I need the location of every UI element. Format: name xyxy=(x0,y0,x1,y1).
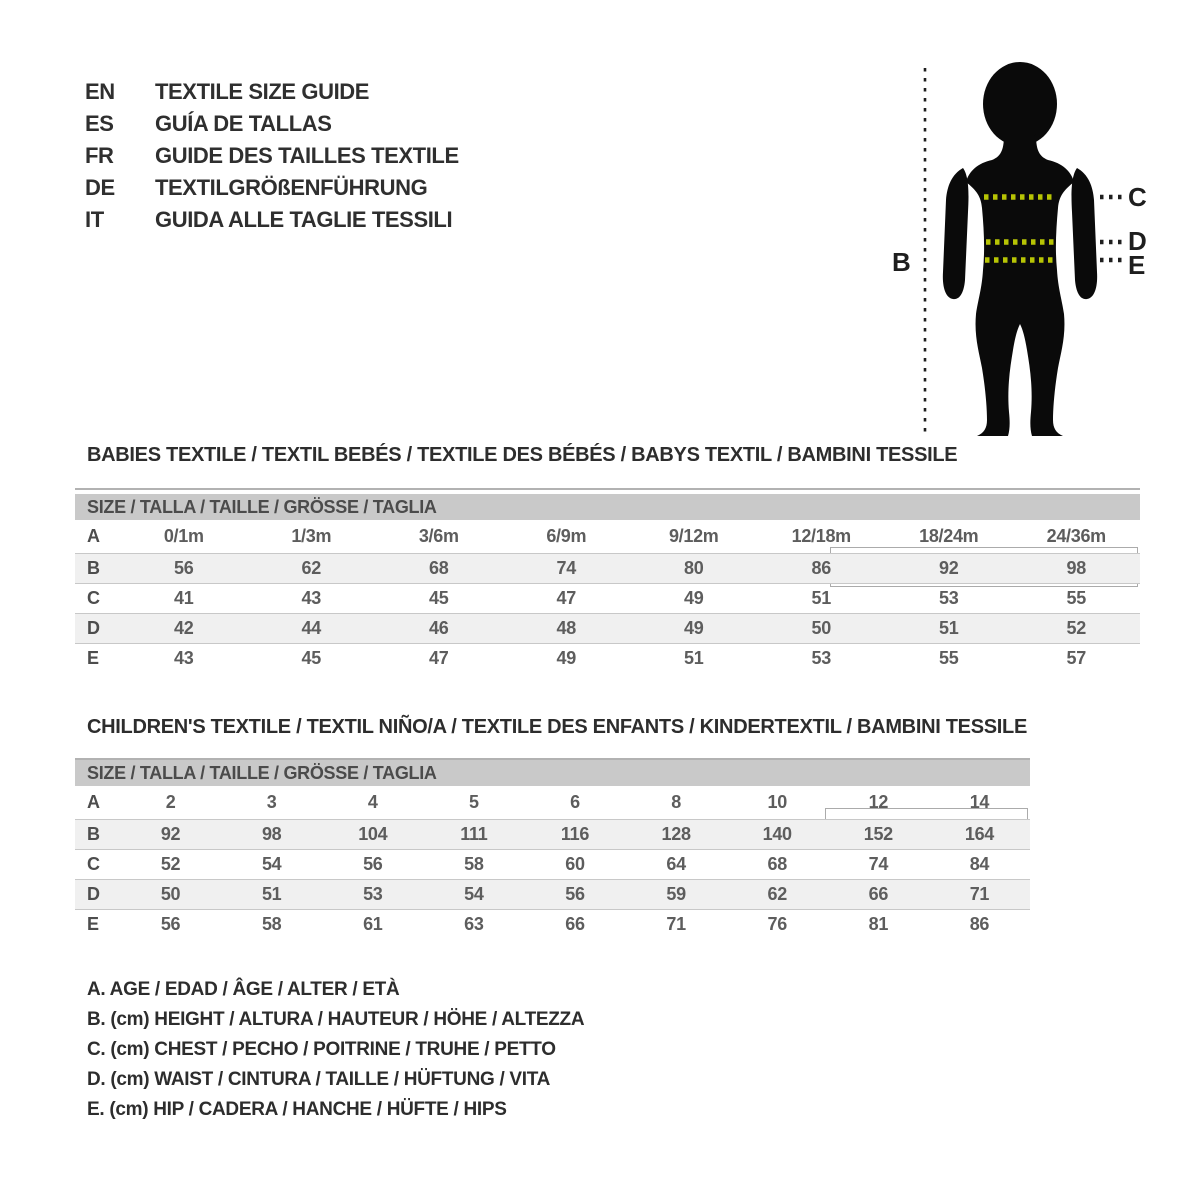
value-cell: 12 xyxy=(868,792,889,812)
value-cell: 14 xyxy=(969,792,990,812)
value-cell: 47 xyxy=(556,588,576,608)
babies-size-table xyxy=(75,488,1140,673)
table-row-D xyxy=(75,879,1030,909)
value-cell: 71 xyxy=(969,884,990,904)
measure-label-c: C xyxy=(1128,182,1147,212)
value-cell: 68 xyxy=(429,558,449,578)
value-cell: 66 xyxy=(565,914,585,934)
lang-title: TEXTILE SIZE GUIDE xyxy=(155,79,370,104)
legend-line-b: B. (cm) HEIGHT / ALTURA / HAUTEUR / HÖHE / ALTEZZA xyxy=(87,1009,585,1030)
row-label: D xyxy=(87,618,100,638)
measurement-legend xyxy=(87,975,584,1125)
value-cell: 56 xyxy=(565,884,585,904)
value-cell: 62 xyxy=(767,884,787,904)
value-cell: 66 xyxy=(868,884,889,904)
table-row-C xyxy=(75,583,1140,613)
lang-code: FR xyxy=(85,143,114,168)
value-cell: 92 xyxy=(160,824,181,844)
table-row-A xyxy=(75,786,1030,819)
value-cell: 59 xyxy=(666,884,686,904)
table-row-B xyxy=(75,819,1030,849)
value-cell: 140 xyxy=(762,824,792,844)
lang-row-en xyxy=(85,76,459,108)
value-cell: 51 xyxy=(684,648,704,668)
size-header-bar: SIZE / TALLA / TAILLE / GRÖSSE / TAGLIA xyxy=(75,494,1140,520)
row-label: A xyxy=(87,792,100,812)
row-label: C xyxy=(87,854,100,874)
table-row-D xyxy=(75,613,1140,643)
value-cell: 53 xyxy=(939,588,959,608)
value-cell: 51 xyxy=(261,884,282,904)
value-cell: 54 xyxy=(464,884,484,904)
value-cell: 0/1m xyxy=(163,526,204,546)
child-silhouette-svg xyxy=(860,50,1180,450)
lang-row-es xyxy=(85,108,459,140)
value-cell: 52 xyxy=(1066,618,1086,638)
value-cell: 4 xyxy=(367,792,378,812)
lang-title: GUIDA ALLE TAGLIE TESSILI xyxy=(155,207,453,232)
child-measurement-figure xyxy=(860,50,1180,450)
value-cell: 9/12m xyxy=(668,526,719,546)
value-cell: 128 xyxy=(661,824,691,844)
value-cell: 58 xyxy=(464,854,484,874)
row-label: B xyxy=(87,824,100,844)
row-label: E xyxy=(87,914,99,934)
table-row-C xyxy=(75,849,1030,879)
table-row-E xyxy=(75,909,1030,939)
row-label: C xyxy=(87,588,100,608)
babies-table-rows xyxy=(75,520,1140,673)
value-cell: 6/9m xyxy=(546,526,587,546)
value-cell: 61 xyxy=(363,914,383,934)
value-cell: 1/3m xyxy=(291,526,332,546)
value-cell: 56 xyxy=(174,558,194,578)
language-title-list xyxy=(85,76,459,236)
lang-title: TEXTILGRÖßENFÜHRUNG xyxy=(155,175,428,200)
value-cell: 56 xyxy=(160,914,181,934)
size-header-bar: SIZE / TALLA / TAILLE / GRÖSSE / TAGLIA xyxy=(75,758,1030,786)
children-section-title: CHILDREN'S TEXTILE / TEXTIL NIÑO/A / TEXTILE DES ENFANTS / KINDERTEXTIL / BAMBINI TESSILE xyxy=(87,716,1027,738)
value-cell: 55 xyxy=(939,648,959,668)
value-cell: 18/24m xyxy=(919,526,979,546)
value-cell: 41 xyxy=(174,588,194,608)
table-row-E xyxy=(75,643,1140,673)
child-silhouette xyxy=(943,62,1097,436)
value-cell: 71 xyxy=(666,914,686,934)
value-cell: 6 xyxy=(570,792,580,812)
lang-title: GUÍA DE TALLAS xyxy=(155,111,332,136)
value-cell: 55 xyxy=(1066,588,1086,608)
lang-code: ES xyxy=(85,111,114,136)
value-cell: 42 xyxy=(174,618,194,638)
value-cell: 49 xyxy=(684,588,704,608)
legend-line-a: A. AGE / EDAD / ÂGE / ALTER / ETÀ xyxy=(87,979,400,1000)
lang-title: GUIDE DES TAILLES TEXTILE xyxy=(155,143,459,168)
value-cell: 8 xyxy=(671,792,681,812)
value-cell: 45 xyxy=(429,588,449,608)
value-cell: 57 xyxy=(1066,648,1086,668)
legend-line-e: E. (cm) HIP / CADERA / HANCHE / HÜFTE / HIPS xyxy=(87,1099,507,1120)
legend-line-c: C. (cm) CHEST / PECHO / POITRINE / TRUHE / PETTO xyxy=(87,1039,556,1060)
value-cell: 10 xyxy=(767,792,787,812)
value-cell: 164 xyxy=(964,824,994,844)
children-size-table xyxy=(75,758,1030,939)
value-cell: 81 xyxy=(868,914,889,934)
value-cell: 68 xyxy=(767,854,787,874)
value-cell: 86 xyxy=(969,914,990,934)
value-cell: 2 xyxy=(165,792,176,812)
value-cell: 104 xyxy=(358,824,388,844)
value-cell: 56 xyxy=(363,854,383,874)
value-cell: 3 xyxy=(266,792,277,812)
value-cell: 46 xyxy=(429,618,449,638)
lang-row-it xyxy=(85,204,459,236)
value-cell: 116 xyxy=(560,824,590,844)
value-cell: 43 xyxy=(174,648,194,668)
value-cell: 50 xyxy=(160,884,181,904)
value-cell: 58 xyxy=(261,914,282,934)
value-cell: 76 xyxy=(767,914,787,934)
value-cell: 44 xyxy=(301,618,321,638)
measure-label-e: E xyxy=(1128,250,1146,280)
value-cell: 74 xyxy=(868,854,889,874)
babies-section-title: BABIES TEXTILE / TEXTIL BEBÉS / TEXTILE DES BÉBÉS / BABYS TEXTIL / BAMBINI TESSILE xyxy=(87,444,958,466)
table-top-rule xyxy=(75,488,1140,490)
value-cell: 52 xyxy=(160,854,181,874)
row-label: D xyxy=(87,884,100,904)
lang-code: EN xyxy=(85,79,115,104)
value-cell: 50 xyxy=(811,618,831,638)
measure-label-b: B xyxy=(892,247,911,277)
value-cell: 3/6m xyxy=(418,526,459,546)
value-cell: 60 xyxy=(565,854,585,874)
measure-label-d: D xyxy=(1128,226,1147,256)
value-cell: 80 xyxy=(684,558,704,578)
value-cell: 12/18m xyxy=(791,526,851,546)
table-row-A xyxy=(75,520,1140,553)
row-label: E xyxy=(87,648,99,668)
lang-row-fr xyxy=(85,140,459,172)
value-cell: 152 xyxy=(863,824,893,844)
row-label: B xyxy=(87,558,100,578)
children-table-rows xyxy=(75,786,1030,939)
value-cell: 48 xyxy=(556,618,576,638)
value-cell: 24/36m xyxy=(1046,526,1106,546)
value-cell: 98 xyxy=(1066,558,1086,578)
value-cell: 51 xyxy=(939,618,959,638)
value-cell: 54 xyxy=(261,854,282,874)
lang-code: DE xyxy=(85,175,115,200)
lang-code: IT xyxy=(85,207,104,232)
value-cell: 84 xyxy=(969,854,990,874)
legend-line-d: D. (cm) WAIST / CINTURA / TAILLE / HÜFTUNG / VITA xyxy=(87,1069,551,1090)
value-cell: 53 xyxy=(811,648,831,668)
value-cell: 63 xyxy=(464,914,484,934)
row-label: A xyxy=(87,526,100,546)
value-cell: 86 xyxy=(811,558,831,578)
value-cell: 51 xyxy=(811,588,831,608)
value-cell: 98 xyxy=(261,824,282,844)
value-cell: 45 xyxy=(301,648,321,668)
value-cell: 5 xyxy=(469,792,479,812)
value-cell: 47 xyxy=(429,648,449,668)
value-cell: 62 xyxy=(301,558,321,578)
value-cell: 43 xyxy=(301,588,321,608)
lang-row-de xyxy=(85,172,459,204)
value-cell: 74 xyxy=(556,558,576,578)
value-cell: 92 xyxy=(939,558,959,578)
table-row-B xyxy=(75,553,1140,583)
value-cell: 49 xyxy=(684,618,704,638)
value-cell: 53 xyxy=(363,884,383,904)
value-cell: 49 xyxy=(556,648,576,668)
value-cell: 111 xyxy=(460,824,488,844)
value-cell: 64 xyxy=(666,854,686,874)
